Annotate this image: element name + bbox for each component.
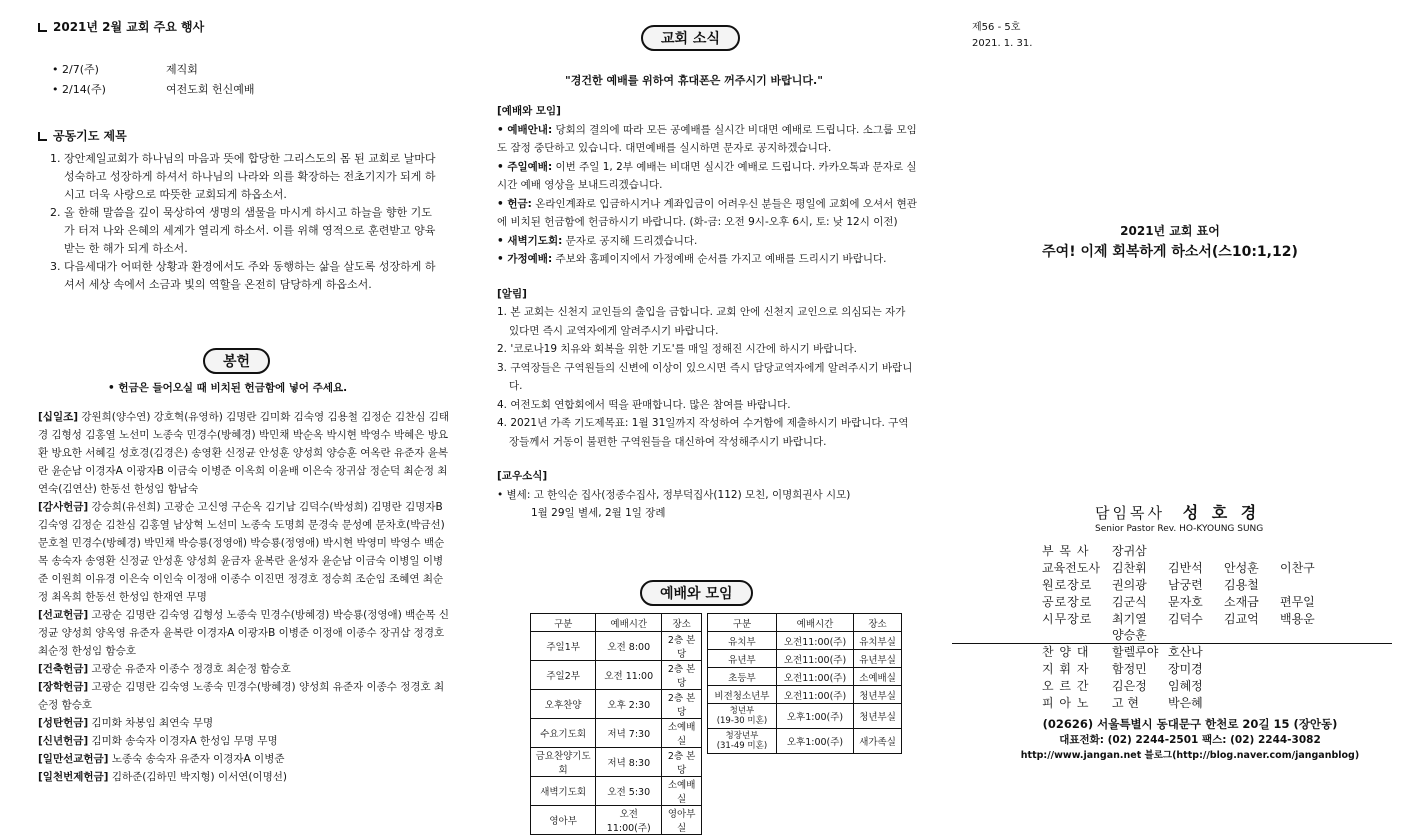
- staff-row: 오 르 간 김은정 임혜정: [1042, 679, 1203, 693]
- event-item: • 2/14(주) 여전도회 헌신예배: [52, 83, 255, 96]
- table-row: 주일1부 오전 8:00 2층 본당: [531, 632, 702, 661]
- offering-group: [신년헌금] 김미화 송숙자 이경자A 한성임 무명 무명: [38, 735, 278, 747]
- staff-row: 지 휘 자 함정민 장미경: [1042, 662, 1203, 676]
- table-header: 구분: [531, 614, 596, 632]
- worship-heading: [예배와 모임]: [497, 105, 561, 117]
- table-row: 유년부 오전11:00(주) 유년부실: [708, 650, 902, 668]
- schedule-title-pill: 예배와 모임: [640, 580, 753, 606]
- offering-group: [감사헌금] 강승희(유선희) 고광순 고신영 구순옥 김기남 김덕수(박성희) 김명란 김명자B 김숙영 김정순 김찬심 김홍열 남상혁 노선미 노종숙 도명희 문경숙 문성예 문차호(박금선) 문호철 민경수(방혜경) 박민채 박승룡(정영애) 박승룡(정영애) 박시현 박영미 박영수 백순목 송숙자 송영환 신정균 안성훈 양성희 윤금자 윤복란 윤성자 윤순남 이금숙 이병일 이병준 이원희 이유경 이은숙 이인숙 이정애 이종수 이진면 정경호 정승희 조순임 조혜연 최순정 최옥희 한동선 한성임 한재연 무명: [38, 501, 445, 603]
- worship-item: • 헌금: 온라인계좌로 입금하시거나 계좌입금이 어려우신 분들은 평일에 교회에 오셔서 현관에 비치된 헌금함에 헌금하시기 바랍니다. (화-금: 오전 9시-오후 6시, 토: 낮 12시 이전): [497, 197, 917, 228]
- staff-row: 공로장로 김군식 문자호 소재금 편무일: [1042, 595, 1315, 609]
- pastor-name: 성 호 경: [1182, 503, 1261, 522]
- notice-item: 4. 2021년 가족 기도제목표: 1월 31일까지 작성하여 수거함에 제출하시기 바랍니다. 구역장들께서 거동이 불편한 구역원들을 대신하여 작성해주시기 바랍니다.: [497, 417, 909, 448]
- table-row: 주일2부 오전 11:00 2층 본당: [531, 661, 702, 690]
- worship-item: • 새벽기도회: 문자로 공지해 드리겠습니다.: [497, 234, 698, 247]
- staff-row: 교육전도사 김찬휘 김반석 안성훈 이찬구: [1042, 561, 1315, 575]
- prayer-list: [50, 150, 458, 294]
- table-row: 영아부 오전11:00(주) 영아부실: [531, 806, 702, 835]
- notice-heading: [알림]: [497, 287, 527, 300]
- news-quote: "경건한 예배를 위하여 휴대폰은 꺼주시기 바랍니다.": [565, 74, 823, 87]
- issue-volume: 제56 - 5호: [972, 22, 1021, 33]
- address: (02626) 서울특별시 동대문구 한천로 20길 15 (장안동): [1042, 717, 1338, 731]
- schedule-table-right: [707, 613, 902, 754]
- members-line: • 별세: 고 한익순 집사(정종수집사, 정부덕집사(112) 모친, 이명희권사 시모): [497, 488, 851, 501]
- divider: [952, 643, 1392, 644]
- table-row: 초등부 오전11:00(주) 소예배실: [708, 668, 902, 686]
- offering-group: [장학헌금] 고광순 김명란 김숙영 노종숙 민경수(방혜경) 양성희 유준자 이종수 정경호 최순정 함승호: [38, 681, 445, 711]
- phone: 대표전화: (02) 2244-2501 팩스: (02) 2244-3082: [1059, 734, 1321, 746]
- members-heading: [교우소식]: [497, 470, 548, 482]
- prayer-item: 3. 다음세대가 어떠한 상황과 환경에서도 주와 동행하는 삶을 살도록 성장하게 하셔서 세상 속에서 소금과 빛의 역할을 온전히 담당하게 하옵소서.: [50, 260, 436, 291]
- contact-block: [1000, 716, 1380, 761]
- staff-row: 부 목 사 장귀삼: [1042, 544, 1147, 558]
- table-row: 청년부 (19-30 미혼) 오후1:00(주) 청년부실: [708, 704, 902, 729]
- prayer-item: 1. 장안제일교회가 하나님의 마음과 뜻에 합당한 그리스도의 몸 된 교회로 날마다 성숙하고 성장하게 하셔서 하나님의 나라와 의를 확장하는 전초기지가 되게 하시고 더욱 사랑으로 따뜻한 교회되게 하옵소서.: [50, 152, 436, 201]
- worship-item: • 예배안내: 당회의 결의에 따라 모든 공예배를 실시간 비대면 예배로 드립니다. 소그룹 모임도 잠정 중단하고 있습니다. 대면예배를 실시하면 문자로 공지하겠습니다.: [497, 123, 917, 154]
- left-column: [38, 18, 458, 294]
- table-header: 예배시간: [776, 614, 853, 632]
- church-motto: 2021년 교회 표어 주여! 이제 회복하게 하소서(스10:1,12): [1042, 224, 1298, 260]
- staff-row: 양승훈: [1112, 628, 1147, 642]
- worship-section: [497, 102, 917, 523]
- pastor-english: Senior Pastor Rev. HO-KYOUNG SUNG: [1095, 524, 1264, 534]
- table-row: 수요기도회 저녁 7:30 소예배실: [531, 719, 702, 748]
- website-link[interactable]: http://www.jangan.net 블로그(http://blog.naver.com/janganblog): [1020, 750, 1360, 761]
- pastor-block: 담임목사 성 호 경: [1095, 503, 1261, 522]
- table-header: 구분: [708, 614, 777, 632]
- notice-item: 1. 본 교회는 신천지 교인들의 출입을 금합니다. 교회 안에 신천지 교인으로 의심되는 자가 있다면 즉시 교역자에게 알려주시기 바랍니다.: [497, 306, 906, 337]
- event-item: • 2/7(주) 제직회: [52, 63, 198, 76]
- offering-note: • 헌금은 들어오실 때 비치된 헌금함에 넣어 주세요.: [108, 382, 348, 394]
- table-row: 비전청소년부 오전11:00(주) 청년부실: [708, 686, 902, 704]
- offering-group: [성탄헌금] 김미화 차봉임 최연숙 무명: [38, 717, 214, 729]
- bracket-icon: [38, 132, 47, 141]
- notice-item: 2. '코로나19 치유와 회복을 위한 기도'를 매일 정해진 시간에 하시기 바랍니다.: [497, 343, 858, 355]
- issue-info: [972, 20, 1032, 52]
- table-row: 금요찬양기도회 저녁 8:30 2층 본당: [531, 748, 702, 777]
- staff-list: [1042, 543, 1403, 712]
- events-heading: 2021년 2월 교회 주요 행사: [38, 18, 458, 35]
- issue-date: 2021. 1. 31.: [972, 38, 1033, 49]
- members-line: 1월 29일 별세, 2월 1일 장례: [531, 507, 666, 519]
- table-header: 장소: [662, 614, 702, 632]
- offering-group: [일천번제헌금] 김하준(김하민 박지형) 이서연(이명선): [38, 771, 288, 783]
- notice-item: 4. 여전도회 연합회에서 떡을 판매합니다. 많은 참여를 바랍니다.: [497, 398, 791, 411]
- worship-item: • 주일예배: 이번 주일 1, 2부 예배는 비대면 실시간 예배로 드립니다. 카카오톡과 문자로 실시간 예배 영상을 보내드리겠습니다.: [497, 160, 917, 191]
- table-header: 예배시간: [596, 614, 662, 632]
- offering-group: [선교헌금] 고광순 김명란 김숙영 김형성 노종숙 민경수(방혜경) 박승룡(정영애) 백순목 신정균 양성희 양옥영 유준자 윤복란 이경자A 이광자B 이병준 이정애 이종수 장귀삼 정경호 최순정 한성임 함승호: [38, 609, 450, 657]
- staff-row: 시무장로 최기열 김덕수 김교억 백용운: [1042, 612, 1315, 626]
- table-row: 청장년부 (31-49 미혼) 오후1:00(주) 새가족실: [708, 729, 902, 754]
- schedule-table-left: [530, 613, 702, 835]
- offering-list: [38, 408, 453, 786]
- staff-row: 찬 양 대 할렐루야 호산나: [1042, 645, 1203, 659]
- table-header-row: [531, 614, 702, 632]
- offering-group: [건축헌금] 고광순 유준자 이종수 정경호 최순정 함승호: [38, 663, 291, 675]
- offering-title-pill: 봉헌: [203, 348, 270, 374]
- worship-item: • 가정예배: 주보와 홈페이지에서 가정예배 순서를 가지고 예배를 드리시기 바랍니다.: [497, 253, 887, 265]
- news-title-pill: 교회 소식: [641, 25, 740, 51]
- table-row: 새벽기도회 오전 5:30 소예배실: [531, 777, 702, 806]
- offering-group: [십일조] 강원희(양수연) 강호혁(유영하) 김명란 김미화 김숙영 김용철 김정순 김찬심 김태경 김형성 김홍열 노선미 노종숙 민경수(방혜경) 박민채 박순옥 박시현 박영수 박혜은 방요환 방요한 서혜길 성호경(김경은) 송영환 신정균 안성훈 양성희 양승훈 여옥란 유준자 윤복란 윤순남 이경자A 이광자B 이금숙 이병준 이옥희 이윤배 이은숙 장귀삼 정순덕 최순정 최연숙(김연산) 한동선 한성임 함남숙: [38, 411, 450, 495]
- offering-group: [일만선교헌금] 노종숙 송숙자 유준자 이경자A 이병준: [38, 753, 285, 765]
- table-row: 오후찬양 오후 2:30 2층 본당: [531, 690, 702, 719]
- bracket-icon: [38, 23, 47, 32]
- prayer-item: 2. 올 한해 말씀을 깊이 묵상하여 생명의 샘물을 마시게 하시고 하늘을 향한 기도가 터져 나와 은혜의 세계가 열리게 하소서. 이를 위해 영적으로 훈련받고 양육받는 한 해가 되게 하소서.: [50, 206, 436, 255]
- table-header-row: [708, 614, 902, 632]
- staff-row: 피 아 노 고 현 박은혜: [1042, 696, 1203, 710]
- staff-row: 원로장로 권의광 남궁련 김용철: [1042, 578, 1259, 592]
- table-header: 장소: [854, 614, 902, 632]
- notice-item: 3. 구역장들은 구역원들의 신변에 이상이 있으시면 즉시 담당교역자에게 알려주시기 바랍니다.: [497, 361, 913, 392]
- table-row: 유치부 오전11:00(주) 유치부실: [708, 632, 902, 650]
- prayer-heading: 공동기도 제목: [38, 127, 458, 144]
